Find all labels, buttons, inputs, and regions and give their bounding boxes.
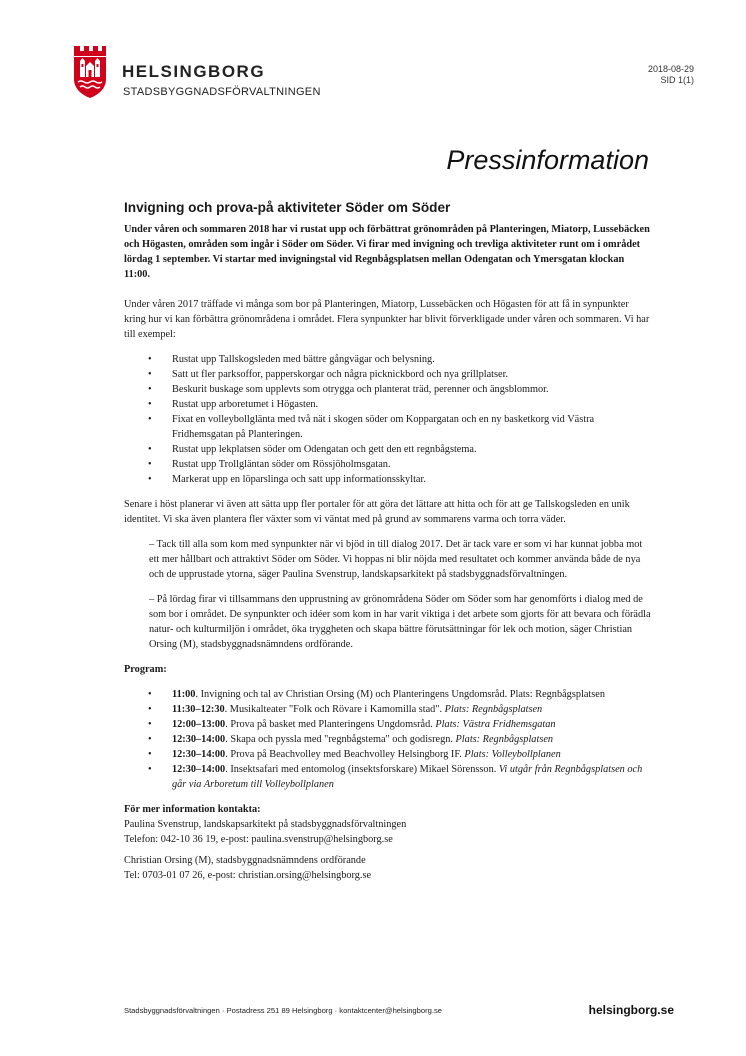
contact-phone-email: Telefon: 042-10 36 19, e-post: paulina.svenstrup@helsingborg.se [124,834,393,845]
program-item: • 12:30–14:00. Insektsafari med entomolog (insektsforskare) Mikael Sörensson. Vi utgår från Regnbågsplatsen och går via Arboretum till Volleybollplanen [148,764,643,790]
list-item: • Rustat upp arboretumet i Högasten. [148,399,319,410]
helsingborg-crest-logo [72,44,108,100]
contact-phone-email: Tel: 0703-01 07 26, e-post: christian.orsing@helsingborg.se [124,870,372,881]
program-title: Program: [124,664,167,675]
list-item: • Rustat upp lekplatsen söder om Odengatan och gett den ett regnbågstema. [148,444,477,455]
list-item: • Markerat upp en löparslinga och satt upp informationsskyltar. [148,474,426,485]
program-item: • 11:30–12:30. Musikalteater "Folk och Rövare i Kamomilla stad". Plats: Regnbågsplatsen [148,704,543,715]
contact-title: För mer information kontakta: [124,804,261,815]
document-type-title: Pressinformation [446,145,649,175]
list-item: • Rustat upp Trollgläntan söder om Rössjöholmsgatan. [148,459,391,470]
department-name: STADSBYGGNADSFÖRVALTNINGEN [123,86,321,98]
program-item: • 11:00. Invigning och tal av Christian Orsing (M) och Planteringens Ungdomsråd. Plats: Regnbågsplatsen [148,689,605,700]
list-item: • Fixat en volleybollglänta med två nät i skogen söder om Koppargatan och en ny basketkorg vid Västra Fridhemsgatan på Planteringen. [148,414,595,440]
list-item: • Rustat upp Tallskogsleden med bättre gångvägar och belysning. [148,354,435,365]
improvements-list [124,352,651,487]
contact-christian [124,853,651,883]
article-body [124,199,651,889]
quote-paulina: – Tack till alla som kom med synpunkter när vi bjöd in till dialog 2017. Det är tack vare er som vi har kunnat jobba mot ett mer hållbart och attraktivt Söder om Söder. Vi hoppas ni blir nöjda med resultatet och kommer använda både de nya och de upprustade ytorna, säger Paulina Svenstrup, landskapsarkitekt på stadsbyggnadsförvaltningen. [149,539,643,580]
program-item: • 12:30–14:00. Prova på Beachvolley med Beachvolley Helsingborg IF. Plats: Volleybollplanen [148,749,561,760]
contact-paulina [124,817,651,847]
program-item: • 12:30–14:00. Skapa och pyssla med "regnbågstema" och godisregn. Plats: Regnbågsplatsen [148,734,554,745]
list-item: • Satt ut fler parksoffor, papperskorgar och några picknickbord och nya grillplatser. [148,369,509,380]
list-item: • Beskurit buskage som upplevts som otrygga och planterat träd, perenner och ängsblommor. [148,384,549,395]
org-name: HELSINGBORG [122,62,266,81]
article-headline: Invigning och prova-på aktiviteter Söder om Söder [124,200,451,215]
contact-name: Paulina Svenstrup, landskapsarkitekt på stadsbyggnadsförvaltningen [124,819,407,830]
program-item: • 12:00–13:00. Prova på basket med Planteringens Ungdomsråd. Plats: Västra Fridhemsgatan [148,719,556,730]
article-plans: Senare i höst planerar vi även att sätta upp fler portaler för att göra det lättare att hitta och för att ge Tallskogsleden en unik identitet. Vi ska även plantera fler växter som vi väntat med på grund av sommarens varma och torra väder. [124,499,630,525]
document-date: 2018-08-29 [647,64,694,74]
article-lead: Under våren och sommaren 2018 har vi rustat upp och förbättrat grönområden på Planteringen, Miatorp, Lussebäcken och Högasten, områden som ingår i Söder om Söder. Vi firar med invigning och trevliga aktiviteter runt om i området lördag 1 september. Vi startar med invigningstal vid Regnbågsplatsen mellan Odengatan och Ymersgatan klockan 11:00. [124,224,650,280]
footer-website-link[interactable]: helsingborg.se [588,1003,674,1017]
article-intro: Under våren 2017 träffade vi många som bor på Planteringen, Miatorp, Lussebäcken och Högasten för att få in synpunkter kring hur vi kan förbättra grönområdena i området. Flera synpunkter har blivit förverkligade under våren och sommaren. Vi har till exempel: [124,299,650,340]
footer-address: Stadsbyggnadsförvaltningen · Postadress 251 89 Helsingborg · kontaktcenter@helsingborg.se [124,1006,442,1015]
program-list [124,687,651,792]
contact-name: Christian Orsing (M), stadsbyggnadsnämndens ordförande [124,855,366,866]
page-number: SID 1(1) [660,75,694,85]
quote-christian: – På lördag firar vi tillsammans den upprustning av grönområdena Söder om Söder som har genomförts i dialog med de som bor i området. De synpunkter och idéer som kom in har varit viktiga i det arbete som gjorts för att bevara och förädla natur- och kulturmiljön i området, öka tryggheten och skapa bättre förutsättningar för lek och motion, säger Christian Orsing (M), stadsbyggnadsnämndens ordförande. [149,594,651,650]
